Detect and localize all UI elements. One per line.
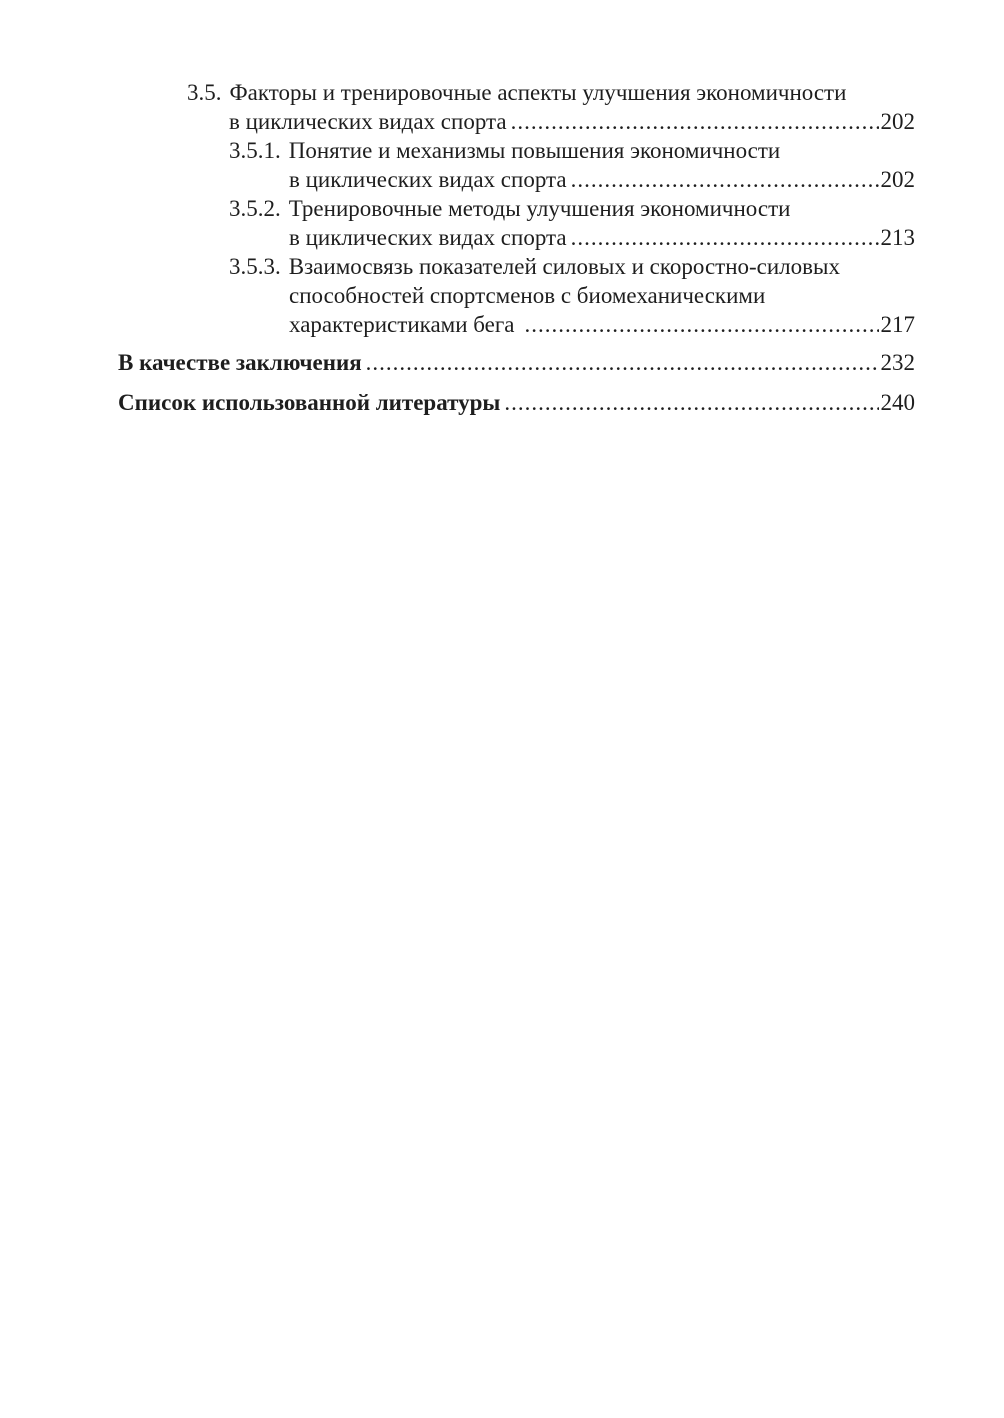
dot-leader bbox=[511, 107, 879, 136]
dot-leader bbox=[571, 223, 879, 252]
page-number: 232 bbox=[880, 350, 915, 375]
toc-entry-3-5-3-line3 bbox=[289, 310, 915, 339]
page-number: 202 bbox=[880, 167, 915, 192]
page-number: 240 bbox=[880, 390, 915, 415]
toc-entry-3-5-3-line2 bbox=[289, 281, 765, 310]
page-number: 213 bbox=[880, 225, 915, 250]
toc-entry-3-5-line1 bbox=[187, 78, 846, 107]
page-number: 202 bbox=[880, 109, 915, 134]
section-number: 3.5.3. bbox=[229, 254, 281, 279]
chapter-title: В качестве заключения bbox=[118, 350, 362, 375]
section-title: Тренировочные методы улучшения экономичности bbox=[288, 196, 791, 221]
toc-entry-references bbox=[118, 388, 915, 417]
section-title: Факторы и тренировочные аспекты улучшения экономичности bbox=[229, 80, 847, 105]
dot-leader bbox=[366, 348, 879, 377]
toc-entry-conclusion bbox=[118, 348, 915, 377]
section-title: Взаимосвязь показателей силовых и скоростно-силовых bbox=[288, 254, 840, 279]
section-title-continued: характеристиками бега bbox=[289, 312, 515, 337]
dot-leader bbox=[504, 388, 878, 417]
toc-entry-3-5-line2 bbox=[229, 107, 915, 136]
section-title-continued: в циклических видах спорта bbox=[289, 167, 567, 192]
section-number: 3.5. bbox=[187, 80, 222, 105]
toc-entry-3-5-1-line2 bbox=[289, 165, 915, 194]
section-number: 3.5.1. bbox=[229, 138, 281, 163]
section-title: Понятие и механизмы повышения экономичности bbox=[288, 138, 781, 163]
page-number: 217 bbox=[880, 312, 915, 337]
toc-entry-3-5-3-line1 bbox=[229, 252, 840, 281]
toc-entry-3-5-2-line2 bbox=[289, 223, 915, 252]
section-title-continued: способностей спортсменов с биомеханическими bbox=[289, 283, 766, 308]
toc-entry-3-5-1-line1 bbox=[229, 136, 780, 165]
section-number: 3.5.2. bbox=[229, 196, 281, 221]
dot-leader bbox=[525, 310, 879, 339]
toc-entry-3-5-2-line1 bbox=[229, 194, 790, 223]
chapter-title: Список использованной литературы bbox=[118, 390, 501, 415]
section-title-continued: в циклических видах спорта bbox=[289, 225, 567, 250]
dot-leader bbox=[571, 165, 879, 194]
section-title-continued: в циклических видах спорта bbox=[229, 109, 507, 134]
